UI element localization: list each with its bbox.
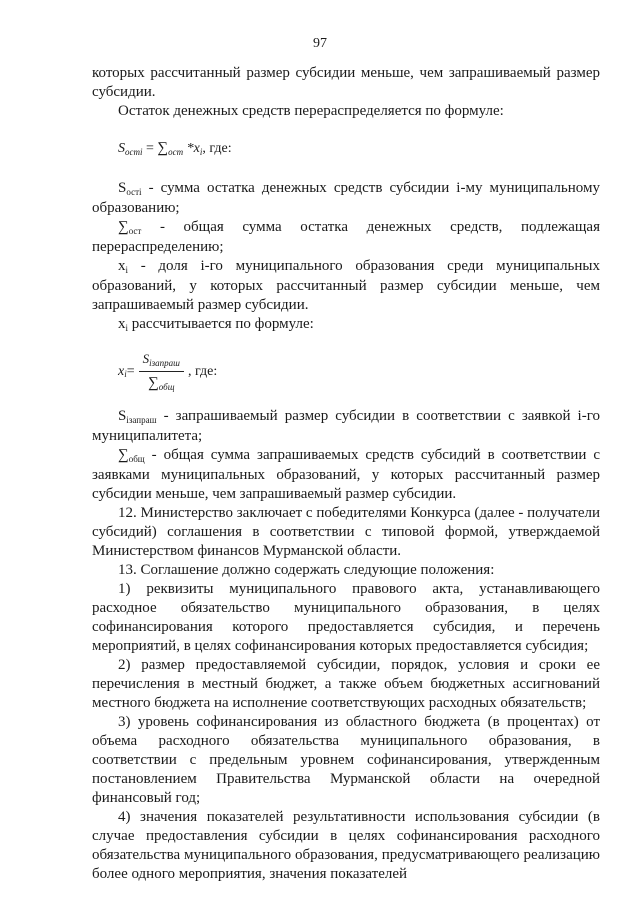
xi-calc-text: рассчитывается по формуле: [128, 316, 314, 332]
paragraph-12: 12. Министерство заключает с победителями Конкурса (далее - получатели субсидий) соглашения в соответствии с типовой формой, утверждаемой Министерством финансов Мурманской области. [92, 505, 600, 559]
def-sumobsh-sub: общ [128, 454, 145, 464]
formula2-num-symbol: S [142, 350, 150, 366]
def-sosti-sub: остi [126, 187, 142, 197]
paragraph-xi-calc [92, 315, 600, 335]
formula1-sum-sub: ост [168, 147, 184, 157]
formula2-denominator [148, 372, 174, 394]
list-item-2: 2) размер предоставляемой субсидии, порядок, условия и сроки ее перечисления в местный бюджет, а также объем бюджетных ассигнований местного бюджета на исполнение соответствующих расходных обязательств; [92, 657, 600, 711]
page-number: 97 [313, 36, 327, 51]
formula2-eq: = [126, 363, 135, 379]
def-sosti-text: - сумма остатка денежных средств субсидии i-му муниципальному образованию; [92, 180, 600, 216]
paragraph-intro: которых рассчитанный размер субсидии меньше, чем запрашиваемый размер субсидии. [92, 65, 600, 100]
formula1-eq: = [142, 141, 158, 156]
paragraph-13: 13. Соглашение должно содержать следующие положения: [118, 562, 495, 578]
formula2-lhs-sub: i [124, 368, 127, 379]
formula-share [118, 349, 600, 393]
formula1-sum: ∑ [157, 140, 169, 156]
formula2-num-sub: iзапраш [149, 357, 180, 368]
def-sumobsh-symbol: ∑ [118, 447, 129, 463]
definition-sum-ost [92, 218, 600, 257]
formula1-where: , где: [202, 141, 232, 156]
formula2-den-sub: общ [158, 381, 175, 392]
formula1-rest: *x [183, 141, 200, 156]
formula2-where: , где: [187, 363, 218, 379]
xi-calc-sub: i [125, 323, 129, 333]
formula1-lhs: S [118, 141, 125, 156]
def-sumobsh-text: - общая сумма запрашиваемых средств субсидий в соответствии с заявками муниципальных образований, у которых рассчитанный размер субсидии меньше, чем запрашиваемый размер субсидии. [92, 447, 600, 502]
def-sosti-symbol: S [118, 180, 127, 196]
def-sumost-symbol: ∑ [118, 219, 129, 235]
formula2-fraction [139, 349, 184, 394]
def-xi-sub: i [125, 265, 129, 275]
formula1-rest-sub: i [199, 147, 203, 157]
list-item-1: 1) реквизиты муниципального правового акта, устанавливающего расходное обязательство муниципального образования, в целях софинансирования которого предоставляется субсидия, и перечень мероприятий, в целях софинансирования которых предоставляется субсидия; [92, 581, 600, 654]
formula1-lhs-sub: ост [125, 147, 140, 157]
def-szapr-symbol: S [118, 408, 127, 424]
definition-s-ost-i [92, 179, 600, 218]
def-szapr-text: - запрашиваемый размер субсидии в соответствии с заявкой i-го муниципалитета; [92, 408, 600, 444]
paragraph-redistribution: Остаток денежных средств перераспределяется по формуле: [118, 103, 504, 119]
definition-s-zapr [92, 407, 600, 446]
def-sumost-text: - общая сумма остатка денежных средств, подлежащая перераспределению; [92, 219, 600, 255]
formula2-lhs: x [118, 363, 125, 379]
formula2-den-symbol: ∑ [148, 374, 159, 391]
list-item-3: 3) уровень софинансирования из областного бюджета (в процентах) от объема расходного обязательства муниципального образования, в соответствии с предельным уровнем софинансирования, утвержденным постановлением Правительства Мурманской области на очередной финансовый год; [92, 714, 600, 806]
definition-sum-obsh [92, 446, 600, 504]
definition-x-i [92, 257, 600, 315]
formula-redistribution [118, 139, 600, 159]
formula1-lhs-sub-i: i [140, 147, 143, 157]
xi-calc-symbol: x [118, 316, 126, 332]
formula2-numerator [139, 349, 184, 372]
def-sumost-sub: ост [128, 226, 142, 236]
list-item-4: 4) значения показателей результативности использования субсидии (в случае предоставления субсидии в целях софинансирования расходного обязательства муниципального образования, предусматривающего реализацию более одного мероприятия, значения показателей [92, 809, 600, 882]
def-xi-symbol: x [118, 258, 126, 274]
def-xi-text: - доля i-го муниципального образования среди муниципальных образований, у которых рассчитанный размер субсидии меньше, чем запрашиваемый размер субсидии. [92, 258, 600, 313]
page-body [92, 64, 600, 884]
def-szapr-sub: iзапраш [126, 415, 157, 425]
